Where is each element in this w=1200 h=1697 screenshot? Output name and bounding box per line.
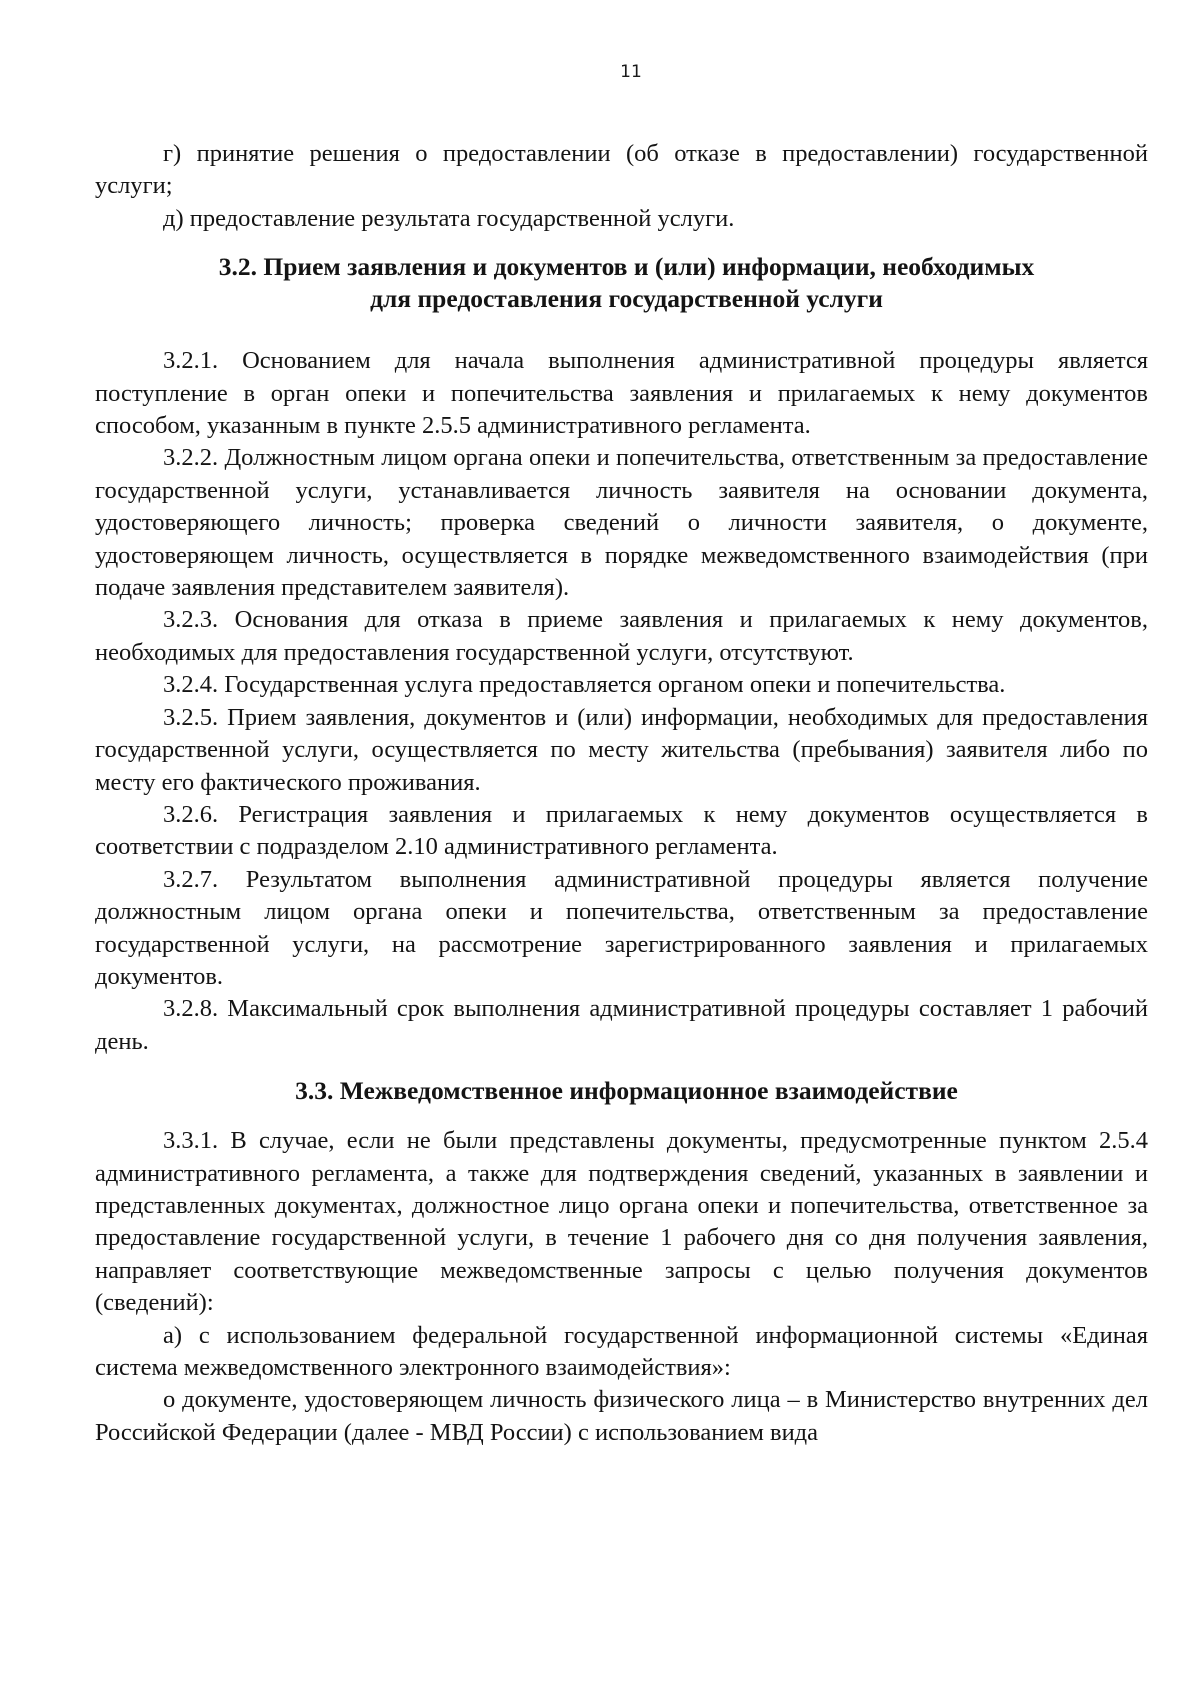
paragraph-subitem-a: а) с использованием федеральной государственной информационной системы «Единая система межведомственного электронного взаимодействия»: xyxy=(95,1321,1148,1381)
paragraph-3-2-2: 3.2.2. Должностным лицом органа опеки и попечительства, ответственным за предоставление государственной услуги, устанавливается личность заявителя на основании документа, удостоверяющего личность; проверка сведений о личности заявителя, о документе, удостоверяющем личность, осуществляется в порядке межведомственного взаимодействия (при подаче заявления представителем заявителя). xyxy=(95,444,1148,602)
paragraph-3-2-5: 3.2.5. Прием заявления, документов и (или) информации, необходимых для предоставления государственной услуги, осуществляется по месту жительства (пребывания) заявителя либо по месту его фактического проживания. xyxy=(95,703,1148,796)
list-item-g: г) принятие решения о предоставлении (об отказе в предоставлении) государственной услуги; xyxy=(95,140,1148,200)
paragraph-3-2-1: 3.2.1. Основанием для начала выполнения административной процедуры является поступление в орган опеки и попечительства заявления и прилагаемых к нему документов способом, указанным в пункте 2.5.5 административного регламента. xyxy=(95,347,1148,440)
list-item-d: д) предоставление результата государственной услуги. xyxy=(163,204,735,232)
paragraph-3-3-1: 3.3.1. В случае, если не были представлены документы, предусмотренные пунктом 2.5.4 административного регламента, а также для подтверждения сведений, указанных в заявлении и представленных документах, должностное лицо органа опеки и попечительства, ответственное за предоставление государственной услуги, в течение 1 рабочего дня со дня получения заявления, направляет соответствующие межведомственные запросы с целью получения документов (сведений): xyxy=(95,1127,1148,1317)
paragraph-3-2-8: 3.2.8. Максимальный срок выполнения административной процедуры составляет 1 рабочий день. xyxy=(95,995,1148,1055)
section-3-2-heading-line2: для предоставления государственной услуги xyxy=(370,284,883,314)
paragraph-3-2-3: 3.2.3. Основания для отказа в приеме заявления и прилагаемых к нему документов, необходимых для предоставления государственной услуги, отсутствуют. xyxy=(95,606,1148,666)
paragraph-identity-document: о документе, удостоверяющем личность физического лица – в Министерство внутренних дел Российской Федерации (далее - МВД России) с использованием вида xyxy=(95,1386,1148,1446)
paragraph-3-2-7: 3.2.7. Результатом выполнения административной процедуры является получение должностным лицом органа опеки и попечительства, ответственным за предоставление государственной услуги, на рассмотрение зарегистрированного заявления и прилагаемых документов. xyxy=(95,865,1148,990)
section-3-2-heading xyxy=(95,251,1148,315)
paragraph-3-2-4: 3.2.4. Государственная услуга предоставляется органом опеки и попечительства. xyxy=(163,671,1006,699)
paragraph-3-2-6: 3.2.6. Регистрация заявления и прилагаемых к нему документов осуществляется в соответствии с подразделом 2.10 административного регламента. xyxy=(95,800,1148,861)
section-3-2-heading-line1: 3.2. Прием заявления и документов и (или) информации, необходимых xyxy=(218,252,1035,282)
page-number: 11 xyxy=(620,62,642,82)
document-body xyxy=(95,138,1148,1449)
section-3-3-heading: 3.3. Межведомственное информационное взаимодействие xyxy=(295,1076,958,1106)
